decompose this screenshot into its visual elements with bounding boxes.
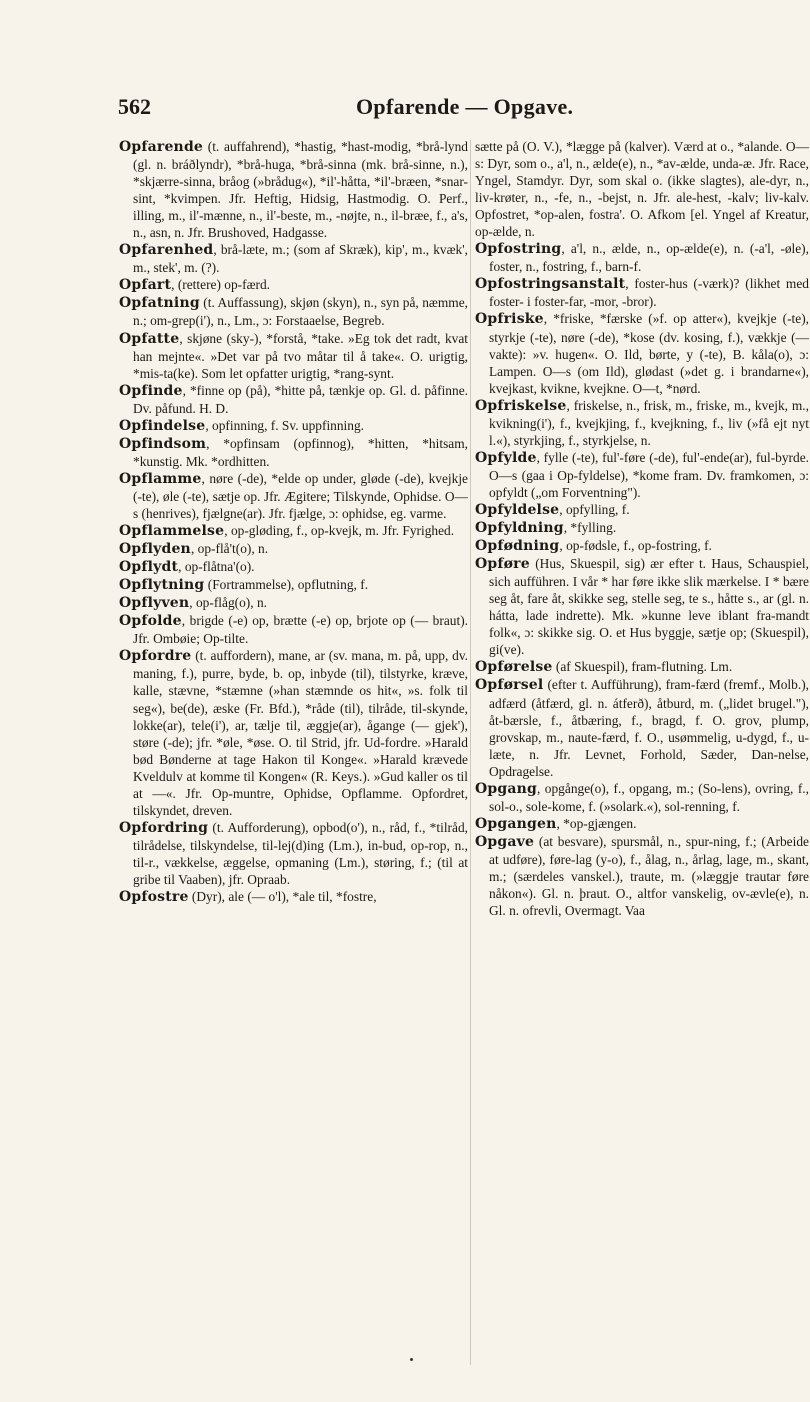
dictionary-entry xyxy=(119,382,468,417)
entry-definition: , nøre (-de), *elde op under, gløde (-de), kvejkje (-te), øle (-te), sætje op. Jfr. Ægitere; Tilskynde, Ophidse. O—s (henrives), fjælgne(ar). Jfr. fjælge, ɔ: ophidse, eg. varme. xyxy=(133,470,468,521)
entry-definition: (t. Aufforderung), opbod(o'), n., råd, f., *tilråd, tilrådelse, tilskyndelse, til-lej(d)ing (Lm.), in-bud, op-rop, n., til-r., vækkelse, æggelse, opmaning (Lm.), støring, f.; (til at gribe til Vaaben), jfr. Opraab. xyxy=(133,819,468,887)
dictionary-entry xyxy=(475,555,809,658)
entry-headword: Opfødning xyxy=(475,538,560,555)
entry-definition: , opfinning, f. Sv. uppfinning. xyxy=(205,417,365,433)
entry-headword: Opfindelse xyxy=(119,417,206,434)
entry-definition: , opgånge(o), f., opgang, m.; (So-lens), ovring, f., sol-o., sole-kome, f. (»solark.«), sol-renning, f. xyxy=(489,780,809,814)
entry-definition: , a'l, n., ælde, n., op-ælde(e), n. (-a'l, -øle), foster, n., fostring, f., barn-f. xyxy=(489,241,809,275)
dictionary-entry xyxy=(119,612,468,647)
entry-headword: Opfostringsanstalt xyxy=(475,276,626,293)
entry-definition: (af Skuespil), fram-flutning. Lm. xyxy=(552,659,733,675)
entry-headword: Opflyven xyxy=(119,595,190,612)
entry-definition: , opfylling, f. xyxy=(559,501,630,517)
entry-headword: Opflydt xyxy=(119,559,179,576)
entry-definition: , *finne op (på), *hitte på, tænkje op. Gl. d. påfinne. Dv. påfund. H. D. xyxy=(133,382,468,416)
running-title: Opfarende — Opgave. xyxy=(356,94,574,119)
dictionary-entry xyxy=(119,594,468,612)
dictionary-entry xyxy=(119,138,468,241)
dictionary-entry xyxy=(119,819,468,888)
entry-definition: , brigde (-e) op, brætte (-e) op, brjote op (— braut). Jfr. Ombøie; Op-tilte. xyxy=(133,613,468,647)
page-header xyxy=(118,94,778,128)
entry-definition: (at besvare), spursmål, n., spur-ning, f.; (Arbeide at udføre), føre-lag (y-o), f., ålag, n., årlag, lage, m., skant, m.; (særdeles vanskel.), traute, m. (»læggje trautar føre nåkon«). Gl. n. þraut. O., altfor vanskelig, ov-ævle(e), n. Gl. n. ofrevli, Overmagt. Vaa xyxy=(489,833,809,919)
entry-definition: , op-fødsle, f., op-fostring, f. xyxy=(559,538,712,554)
entry-definition: , op-gløding, f., op-kvejk, m. Jfr. Fyrighed. xyxy=(224,523,455,539)
dictionary-entry xyxy=(475,275,809,310)
right-column xyxy=(475,138,809,1368)
entry-headword: Opfordre xyxy=(119,648,192,665)
dictionary-entry xyxy=(475,537,809,555)
dictionary-entry xyxy=(119,417,468,435)
entry-definition: (Hus, Skuespil, sig) ær efter t. Haus, Schauspiel, sich aufführen. I vår * har føre ikke slik mærkelse. I * bære seg åt, fare åt, skikke seg, stelle seg, te s., håtte s., ar (gl. n. hátta, lade indrette). Mk. »kunne leve iblant fra-mandt folk«, ɔ: skikke sig. O. et Hus byggje, sætje op; (Skuespil), gi(ve). xyxy=(489,556,809,658)
dictionary-entry xyxy=(475,780,809,815)
entry-definition: , foster-hus (-værk)? (likhet med foster- i foster-far, -mor, -bror). xyxy=(489,276,809,310)
dictionary-entry xyxy=(475,815,809,833)
page-number: 562 xyxy=(118,94,151,119)
entry-headword: Opflyden xyxy=(119,541,191,558)
entry-headword: Opflammelse xyxy=(119,523,225,540)
entry-definition: , brå-læte, m.; (som af Skræk), kip', m., kvæk', m., stek', m. (?). xyxy=(133,242,468,276)
dictionary-entry xyxy=(475,501,809,519)
entry-headword: Opgangen xyxy=(475,815,557,832)
dictionary-entry xyxy=(475,676,809,779)
entry-definition: (Fortrammelse), opflutning, f. xyxy=(204,577,369,593)
entry-headword: Opfolde xyxy=(119,613,182,630)
entry-definition: , *opfinsam (opfinnog), *hitten, *hitsam, *kunstig. Mk. *ordhitten. xyxy=(133,435,468,469)
entry-definition: , *fylling. xyxy=(563,520,617,536)
entry-headword: Opførsel xyxy=(475,677,544,694)
entry-headword: Opføre xyxy=(475,556,530,573)
entry-headword: Opfyldning xyxy=(475,520,564,537)
entry-headword: Opfinde xyxy=(119,382,183,399)
dictionary-entry xyxy=(119,576,468,594)
entry-headword: Opfarende xyxy=(119,139,204,155)
entry-definition: , op-flå't(o), n. xyxy=(190,541,269,557)
dictionary-entry xyxy=(475,310,809,396)
dictionary-entry xyxy=(119,888,468,906)
dictionary-entry xyxy=(119,647,468,818)
entry-definition: (t. auffordern), mane, ar (sv. mana, m. på, upp, dv. maning, f.), purre, byde, b. op, inbyde (til), tilstyrke, kræve, kalle, stævne, *stæmne (»han stæmnde os hit«, »s. folk til seg«), be(de), æske (Fr. Bfd.), *råde (til), tilråde, til-skynde, lokke(ar), tele(i'), ar, tælje til, æggje(ar), ågange (— gjek'), støre (-de); jfr. *øle, *øse. O. til Strid, jfr. Ud-fordre. »Harald bød Bønderne at tage Hakon til Konge«. »Harald krævede Kveldulv at komme til Kongen« (R. Keys.). »Gud kaller os til at —«. Jfr. Op-muntre, Ophidse, Opflamme. Opfordret, tilskyndet, dreven. xyxy=(133,648,468,818)
entry-headword: Opgang xyxy=(475,780,538,797)
dictionary-entry xyxy=(119,435,468,470)
entry-definition: (Dyr), ale (— o'l), *ale til, *fostre, xyxy=(188,889,377,905)
entry-headword: Opfarenhed xyxy=(119,242,214,259)
dictionary-entry xyxy=(119,470,468,522)
entry-definition: , friskelse, n., frisk, m., friske, m., kvejk, m., kvikning(i'), f., kvejkjing, f., kvejkning, f., liv (»få ejt nyt l.«), styrkjing, f., styrkjelse, n. xyxy=(489,397,809,448)
dictionary-entry xyxy=(475,658,809,676)
entry-definition: (efter t. Aufführung), fram-færd (fremf., Molb.), adfærd (åtfærd, gl. n. átferð), åtburd, m. („lidet brugel."), åt-bærsle, f., åtbæring, f., bragd, f. O. grov, plump, grovskap, m., naute-færd, f. O., usømmelig, u-dygd, f., u-læte, n. Jfr. Levnet, Forhold, Sæder, Dan-nelse, Opdragelse. xyxy=(489,677,809,779)
dictionary-entry xyxy=(475,519,809,537)
entry-headword: Opfostre xyxy=(119,889,189,906)
entry-headword: Opflytning xyxy=(119,577,205,594)
column-divider xyxy=(470,140,471,1365)
entry-definition: (t. auffahrend), *hastig, *hast-modig, *brå-lynd (gl. n. bráðlyndr), *brå-huga, *brå-sinna (mk. brå-sinne, n.), *skjærre-sinna, bråog (»brådug«), *il'-håtta, *il'-bræen, *snar-sint, *kvimpen. Jfr. Heftig, Hidsig, Hastmodig. O. Perf., illing, m., il'-mænne, n., il'-beste, m., -nøjte, n., il-bræe, f., a's, n., asn, n. Jfr. Brushoved, Hadgasse. xyxy=(133,139,468,241)
entry-headword: Opfostring xyxy=(475,241,562,258)
dictionary-entry xyxy=(475,833,809,919)
entry-headword: Opfordring xyxy=(119,819,209,836)
entry-headword: Opfyldelse xyxy=(475,501,560,518)
dictionary-entry xyxy=(475,449,809,501)
entry-definition: (t. Auffassung), skjøn (skyn), n., syn på, næmme, n.; om-grep(i'), n., Lm., ɔ: Forstaaelse, Begreb. xyxy=(133,295,468,329)
dictionary-entry xyxy=(119,276,468,294)
entry-headword: Opfriske xyxy=(475,311,544,328)
entry-definition: , *op-gjængen. xyxy=(556,815,637,831)
dictionary-entry xyxy=(475,397,809,449)
dictionary-entry xyxy=(119,241,468,276)
dictionary-entry xyxy=(119,522,468,540)
entry-headword: Opfindsom xyxy=(119,435,207,452)
entry-definition: , *friske, *færske (»f. op atter«), kvejkje (-te), styrkje (-te), nøre (-de), *kose (dv. kosing, f.), vækkje (— vakte): »v. hugen«. O. Ild, børte, y (-te), B. kåla(o), ɔ: Lampen. O—s (om Ild), glødast (»det g. i brandarne«), kvejkast, kvikne, kvejkne. O—t, *nørd. xyxy=(489,311,809,396)
dictionary-entry xyxy=(119,540,468,558)
entry-headword: Opførelse xyxy=(475,659,553,676)
entry-definition: , op-flåg(o), n. xyxy=(189,595,267,611)
entry-definition: , skjøne (sky-), *forstå, *take. »Eg tok det radt, kvat han mejnte«. »Det var på tvo måtar til å take«. O. urigtig, *mis-ta(ke). Som let opfatter urigtig, *rang-synt. xyxy=(133,330,468,381)
left-column xyxy=(119,138,468,1368)
entry-headword: Opgave xyxy=(475,833,535,850)
entry-headword: Opflamme xyxy=(119,470,202,487)
entry-headword: Opfriskelse xyxy=(475,397,567,414)
dictionary-entry xyxy=(119,294,468,329)
entry-definition: , (rettere) op-færd. xyxy=(171,277,271,293)
dictionary-entry xyxy=(475,138,809,240)
dictionary-entry xyxy=(119,330,468,382)
entry-definition: , fylle (-te), ful'-føre (-de), ful'-ende(ar), ful-byrde. O—s (gaa i Op-fyldelse), *kome fram. Dv. framkomen, ɔ: opfyldt („om Forventning"). xyxy=(489,449,809,500)
dictionary-entry xyxy=(119,558,468,576)
dictionary-entry xyxy=(475,240,809,275)
entry-definition: , op-flåtna'(o). xyxy=(178,559,255,575)
entry-headword: Opfart xyxy=(119,277,172,294)
entry-headword: Opfylde xyxy=(475,449,537,466)
print-speck xyxy=(410,1358,413,1361)
entry-headword: Opfatte xyxy=(119,330,180,347)
entry-definition: sætte på (O. V.), *lægge på (kalver). Værd at o., *alande. O—s: Dyr, som o., a'l, n., ælde(e), n., *av-ælde, unda-æ. Jfr. Race, Yngel, Stamdyr. Dyr, som skal o. (ikke slagtes), ale-dyr, n., liv-krøter, n., -fe, n., -bejst, n. Jfr. ale-hest, -kalv; liv-kalv. Opfostret, *op-alen, fostra'. O. Afkom [el. Yngel af Kreatur, op-ælde, n. xyxy=(475,139,809,240)
entry-headword: Opfatning xyxy=(119,295,200,312)
